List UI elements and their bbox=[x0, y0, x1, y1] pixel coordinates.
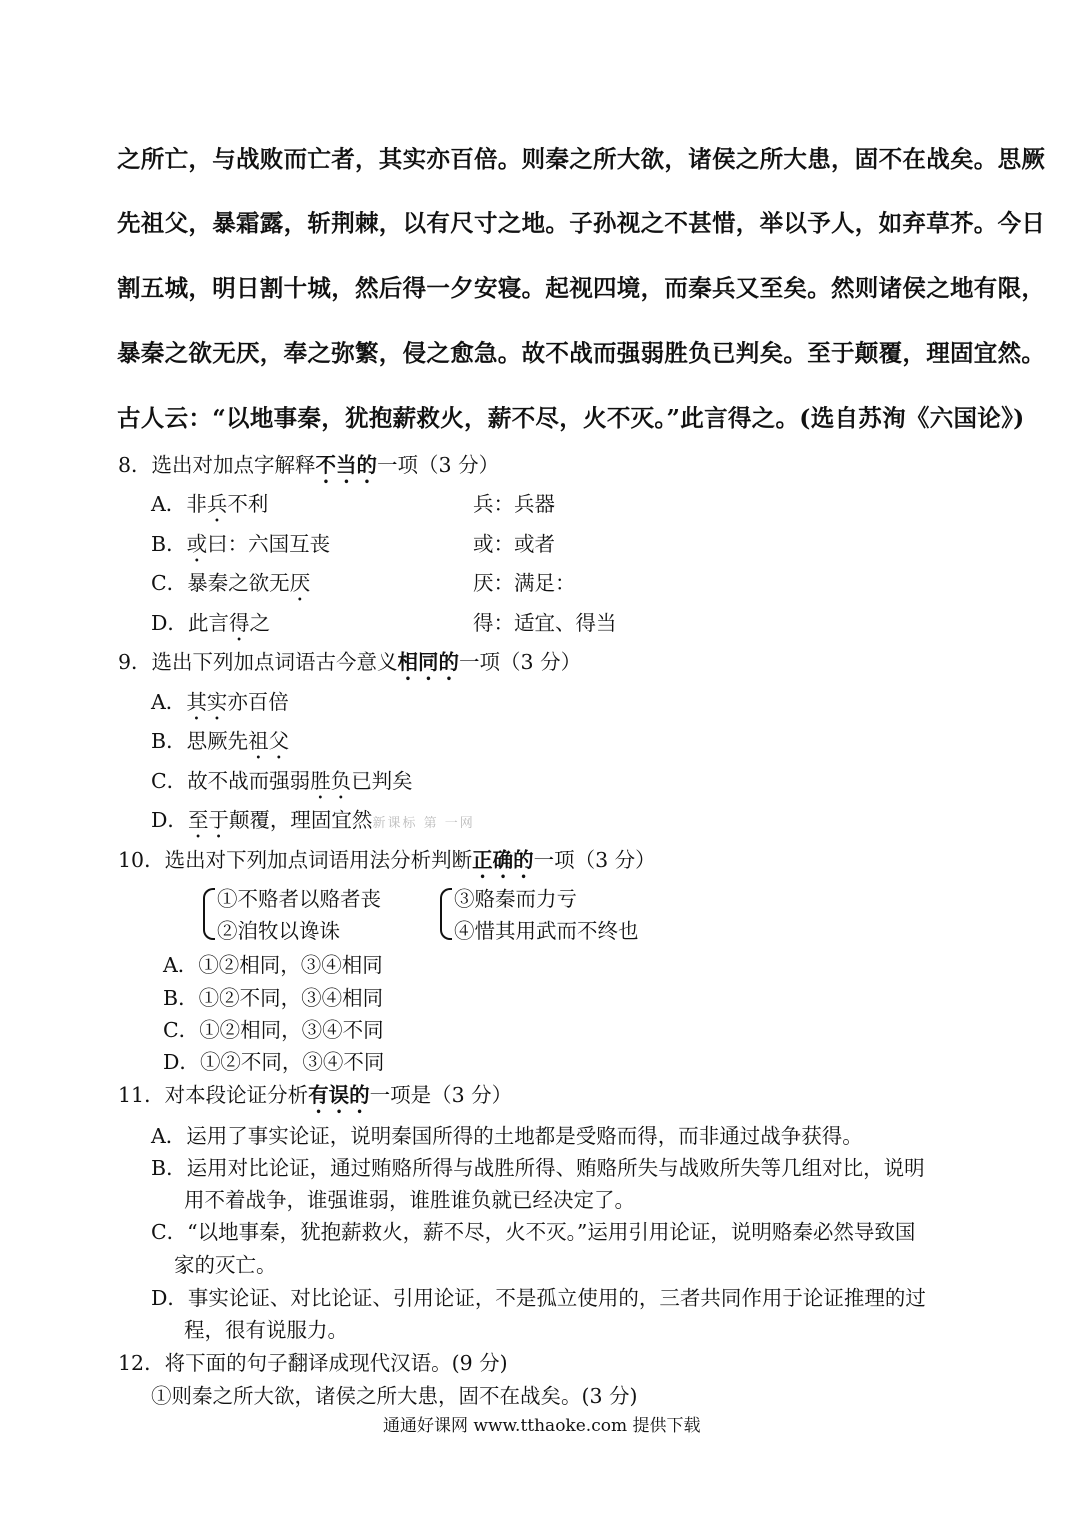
q8-option-a: A．非兵不利 bbox=[151, 492, 269, 516]
q9-option-d: D．至于颠覆，理固宜然新课标 第 一网 bbox=[151, 808, 475, 832]
q10-item-3: ③赂秦而力亏 bbox=[454, 887, 577, 911]
passage-line-3: 割五城，明日割十城，然后得一夕安寝。起视四境，而秦兵又至矣。然则诸侯之地有限， bbox=[117, 274, 1046, 302]
passage-line-2: 先祖父，暴霜露，斩荆棘，以有尺寸之地。子孙视之不甚惜，举以予人，如弃草芥。今日 bbox=[117, 209, 1046, 237]
q10-item-2: ②洎牧以谗诛 bbox=[217, 919, 340, 943]
q10-option-a: A．①②相同，③④相同 bbox=[163, 953, 383, 977]
q10-option-d: D．①②不同，③④不同 bbox=[163, 1050, 385, 1074]
q8-option-b: B．或曰：六国互丧 bbox=[151, 532, 331, 556]
q10-option-b: B．①②不同，③④相同 bbox=[163, 986, 384, 1010]
q8-option-b-answer: 或：或者 bbox=[473, 532, 555, 556]
passage-line-1: 之所亡，与战败而亡者，其实亦百倍。则秦之所大欲，诸侯之所大患，固不在战矣。思厥 bbox=[117, 145, 1046, 173]
q8-title-key: 不当的 bbox=[315, 453, 378, 477]
q11-option-d-cont: 程，很有说服力。 bbox=[184, 1318, 348, 1342]
q9-option-b: B．思厥先祖父 bbox=[151, 729, 290, 753]
q8-option-a-answer: 兵：兵器 bbox=[473, 492, 555, 516]
brace-group-1 bbox=[203, 888, 215, 940]
q10-item-1: ①不赂者以赂者丧 bbox=[217, 887, 381, 911]
q11-option-c: C．“以地事秦，犹抱薪救火，薪不尽，火不灭。”运用引用论证，说明赂秦必然导致国 bbox=[151, 1220, 916, 1244]
question-11-title: 11．对本段论证分析有误的一项是（3 分） bbox=[118, 1083, 513, 1107]
passage-line-4: 暴秦之欲无厌，奉之弥繁，侵之愈急。故不战而强弱胜负已判矣。至于颠覆，理固宜然。 bbox=[117, 339, 1046, 367]
question-8-title bbox=[118, 448, 499, 488]
q10-option-c: C．①②相同，③④不同 bbox=[163, 1018, 384, 1042]
q11-option-d: D．事实论证、对比论证、引用论证，不是孤立使用的，三者共同作用于论证推理的过 bbox=[151, 1286, 926, 1310]
q8-option-c-answer: 厌：满足： bbox=[473, 571, 576, 595]
question-10-title: 10．选出对下列加点词语用法分析判断正确的一项（3 分） bbox=[118, 848, 656, 872]
q11-option-b-cont: 用不着战争，谁强谁弱，谁胜谁负就已经决定了。 bbox=[184, 1188, 635, 1212]
q8-title-pre: 8．选出对加点字解释 bbox=[118, 453, 316, 477]
q11-option-a: A．运用了事实论证，说明秦国所得的土地都是受赂而得，而非通过战争获得。 bbox=[151, 1124, 863, 1148]
q11-option-b: B．运用对比论证，通过贿赂所得与战胜所得、贿赂所失与战败所失等几组对比，说明 bbox=[151, 1156, 925, 1180]
q11-option-c-cont: 家的灭亡。 bbox=[174, 1253, 277, 1277]
q10-item-4: ④惜其用武而不终也 bbox=[454, 919, 639, 943]
passage-line-5: 古人云：“以地事秦，犹抱薪救火，薪不尽，火不灭。”此言得之。(选自苏洵《六国论》) bbox=[117, 404, 1025, 432]
q9-option-c: C．故不战而强弱胜负已判矣 bbox=[151, 769, 413, 793]
brace-group-2 bbox=[440, 888, 452, 940]
q8-option-d: D．此言得之 bbox=[151, 611, 270, 635]
footer-text: 通通好课网 www.tthaoke.com 提供下载 bbox=[383, 1416, 701, 1436]
q12-item-1: ①则秦之所大欲，诸侯之所大患，固不在战矣。(3 分) bbox=[151, 1384, 638, 1408]
watermark: 新课标 第 一网 bbox=[372, 816, 475, 831]
question-9-title: 9．选出下列加点词语古今意义相同的一项（3 分） bbox=[118, 650, 582, 674]
question-12-title: 12．将下面的句子翻译成现代汉语。(9 分) bbox=[118, 1351, 508, 1375]
q8-option-c: C．暴秦之欲无厌 bbox=[151, 571, 311, 595]
q8-title-post: 一项（3 分） bbox=[377, 453, 500, 477]
q9-option-a: A．其实亦百倍 bbox=[151, 690, 289, 714]
q8-option-d-answer: 得：适宜、得当 bbox=[473, 611, 617, 635]
